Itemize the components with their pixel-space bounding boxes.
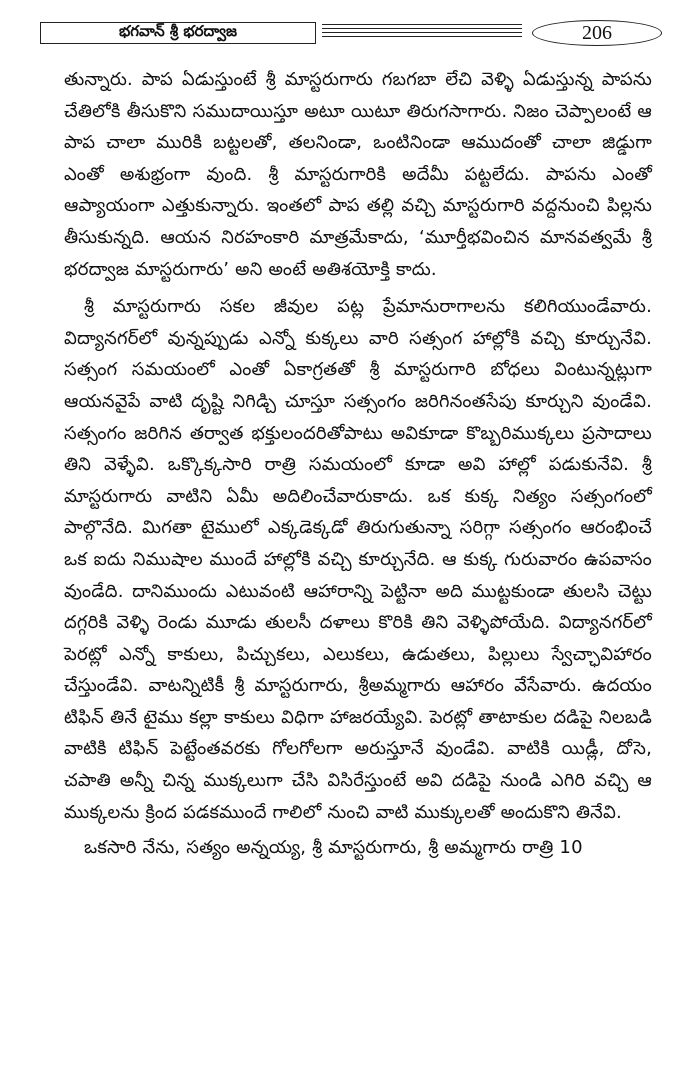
header-rules	[322, 24, 522, 42]
running-title: భగవాన్ శ్రీ భరద్వాజ	[40, 22, 316, 44]
paragraph-3: ఒకసారి నేను, సత్యం అన్నయ్య, శ్రీ మాస్టరుగారు, శ్రీ అమ్మగారు రాత్రి 10	[84, 837, 583, 859]
paragraph-2: శ్రీ మాస్టరుగారు సకల జీవుల పట్ల ప్రేమానురాగాలను కలిగియుండేవారు. విద్యానగర్‌లో వున్నప్పుడు ఎన్నో కుక్కలు వారి సత్సంగ హాల్లోకి వచ్చి కూర్చునేవి. సత్సంగ సమయంలో ఎంతో ఏకాగ్రతతో శ్రీ మాస్టరుగారి బోధలు వింటున్నట్లుగా ఆయనవైపే వాటి దృష్టి నిగిడ్చి చూస్తూ సత్సంగం జరిగినంతసేపు కూర్చుని వుండేవి. సత్సంగం జరిగిన తర్వాత భక్తులందరితోపాటు అవికూడా కొబ్బరిముక్కలు ప్రసాదాలు తిని వెళ్ళేవి. ఒక్కొక్కసారి రాత్రి సమయంలో కూడా అవి హాల్లో పడుకునేవి. శ్రీ మాస్టరుగారు వాటిని ఏమీ అదిలించేవారుకాదు. ఒక కుక్క నిత్యం సత్సంగంలో పాల్గొనేది. మిగతా టైములో ఎక్కడెక్కడో తిరుగుతున్నా సరిగ్గా సత్సంగం ఆరంభించే ఒక ఐదు నిముషాల ముందే హాల్లోకి వచ్చి కూర్చునేది. ఆ కుక్క గురువారం ఉపవాసం వుండేది. దానిముందు ఎటువంటి ఆహారాన్ని పెట్టినా అది ముట్టకుండా తులసి చెట్టు దగ్గరికి వెళ్ళి రెండు మూడు తులసీ దళాలు కొరికి తిని వెళ్ళిపోయేది. విద్యానగర్‌లో పెరట్లో ఎన్నో కాకులు, పిచ్చుకలు, ఎలుకలు, ఉడుతలు, పిల్లులు స్వేచ్ఛావిహారం చేస్తుండేవి. వాటన్నిటికీ శ్రీ మాస్టరుగారు, శ్రీఅమ్మగారు ఆహారం వేసేవారు. ఉదయం టిఫిన్ తినే టైము కల్లా కాకులు విధిగా హాజరయ్యేవి. పెరట్లో తాటాకుల దడిపై నిలబడి వాటికి టిఫిన్ పెట్టేంతవరకు గోలగోలగా అరుస్తూనే వుండేవి. వాటికి యిడ్లీ, దోసె, చపాతి అన్నీ చిన్న ముక్కలుగా చేసి విసిరేస్తుంటే అవి దడిపై నుండి ఎగిరి వచ్చి ఆ ముక్కలను క్రింద పడకముందే గాలిలో నుంచి వాటి ముక్కులతో అందుకొని తినేవి.	[64, 296, 652, 823]
page-number: 206	[532, 20, 662, 46]
paragraph-1: తున్నారు. పాప ఏడుస్తుంటే శ్రీ మాస్టరుగారు గబగబా లేచి వెళ్ళి ఏడుస్తున్న పాపను చేతిలోకి తీసుకొని సముదాయిస్తూ అటూ యిటూ తిరుగసాగారు. నిజం చెప్పాలంటే ఆ పాప చాలా మురికి బట్టలతో, తలనిండా, ఒంటినిండా ఆముదంతో చాలా జిడ్డుగా ఎంతో అశుభ్రంగా వుంది. శ్రీ మాస్టరుగారికి అదేమీ పట్టలేదు. పాపను ఎంతో ఆప్యాయంగా ఎత్తుకున్నారు. ఇంతలో పాప తల్లి వచ్చి మాస్టరుగారి వద్దనుంచి పిల్లను తీసుకున్నది. ఆయన నిరహంకారి మాత్రమేకాదు, ‘మూర్తీభవించిన మానవత్వమే శ్రీ భరద్వాజ మాస్టరుగారు’ అని అంటే అతిశయోక్తి కాదు.	[64, 69, 652, 280]
page-header	[40, 22, 662, 46]
body-text	[64, 64, 652, 864]
